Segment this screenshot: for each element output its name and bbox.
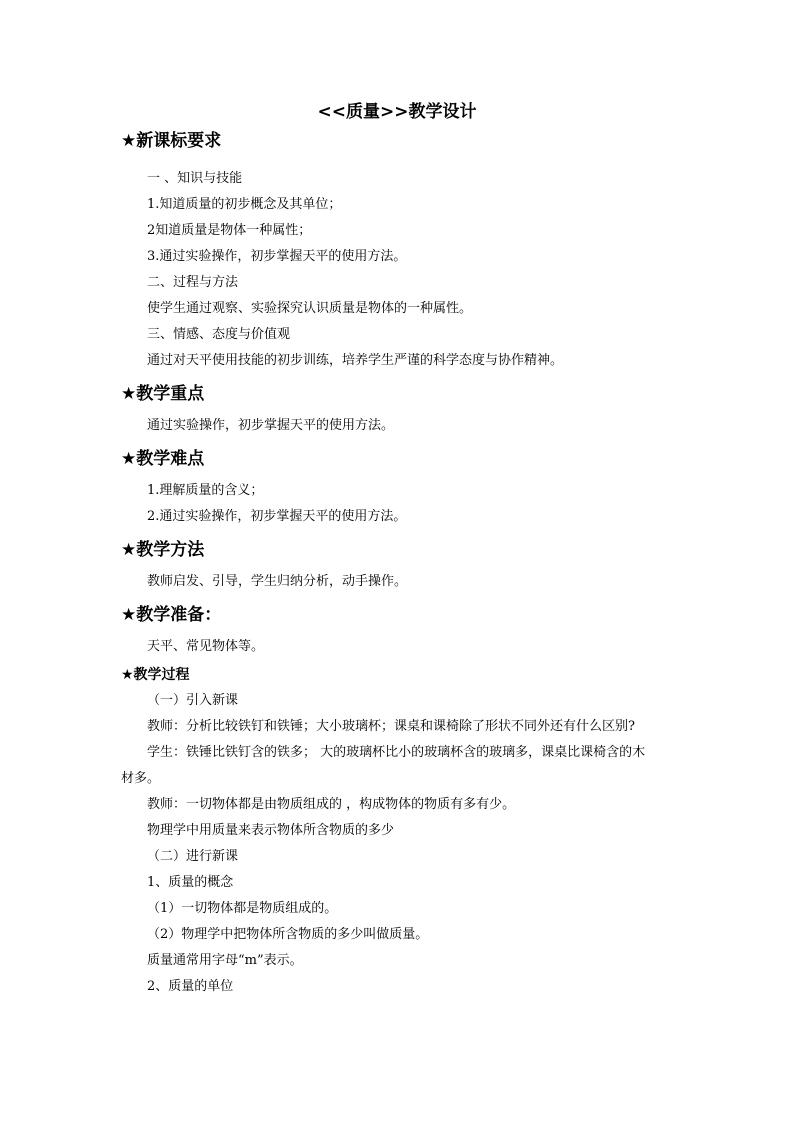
paragraph: 教师：一切物体都是由物质组成的 ，构成物体的物质有多有少。 <box>147 797 516 812</box>
section-heading-key-points: ★教学重点 <box>121 384 205 404</box>
section-heading-preparation: ★教学准备： <box>121 605 222 625</box>
paragraph: （二）进行新课 <box>147 849 239 864</box>
paragraph: 1.理解质量的含义； <box>147 483 264 498</box>
paragraph: 3.通过实验操作，初步掌握天平的使用方法。 <box>147 249 407 264</box>
paragraph: 教师：分析比较铁钉和铁锤；大小玻璃杯；课桌和课椅除了形状不同外还有什么区别? <box>147 719 635 734</box>
paragraph: 通过对天平使用技能的初步训练，培养学生严谨的科学态度与协作精神。 <box>147 353 564 368</box>
paragraph: 教师启发、引导，学生归纳分析，动手操作。 <box>147 574 408 589</box>
paragraph: 使学生通过观察、实验探究认识质量是物体的一种属性。 <box>147 301 473 316</box>
paragraph: （2）物理学中把物体所含物质的多少叫做质量。 <box>147 927 429 942</box>
section-heading-process: ★教学过程 <box>121 667 190 683</box>
paragraph: 二、过程与方法 <box>147 275 239 290</box>
paragraph: 物理学中用质量来表示物体所含物质的多少 <box>147 823 395 838</box>
paragraph: 三、情感、态度与价值观 <box>147 327 291 342</box>
document-body <box>121 130 681 996</box>
paragraph: 1、质量的概念 <box>147 875 234 890</box>
document-title: <<质量>>教学设计 <box>317 102 477 122</box>
paragraph: 天平、常见物体等。 <box>147 639 265 654</box>
paragraph: 质量通常用字母“m”表示。 <box>147 953 303 968</box>
section-heading-difficulties: ★教学难点 <box>121 449 205 469</box>
paragraph: 2.通过实验操作，初步掌握天平的使用方法。 <box>147 509 407 524</box>
paragraph: 1.知道质量的初步概念及其单位； <box>147 197 342 212</box>
paragraph: 一 、知识与技能 <box>147 171 243 186</box>
paragraph: （一）引入新课 <box>147 693 239 708</box>
paragraph: 2、质量的单位 <box>147 979 234 994</box>
paragraph: （1）一切物体都是物质组成的。 <box>147 901 338 916</box>
paragraph: 2知道质量是物体一种属性； <box>147 223 312 238</box>
section-heading-curriculum: ★新课标要求 <box>121 131 222 151</box>
section-heading-methods: ★教学方法 <box>121 540 205 560</box>
paragraph: 学生：铁锤比铁钉含的铁多； 大的玻璃杯比小的玻璃杯含的玻璃多，课桌比课椅含的木 <box>147 745 646 760</box>
paragraph: 材多。 <box>121 771 161 786</box>
paragraph: 通过实验操作，初步掌握天平的使用方法。 <box>147 418 395 433</box>
